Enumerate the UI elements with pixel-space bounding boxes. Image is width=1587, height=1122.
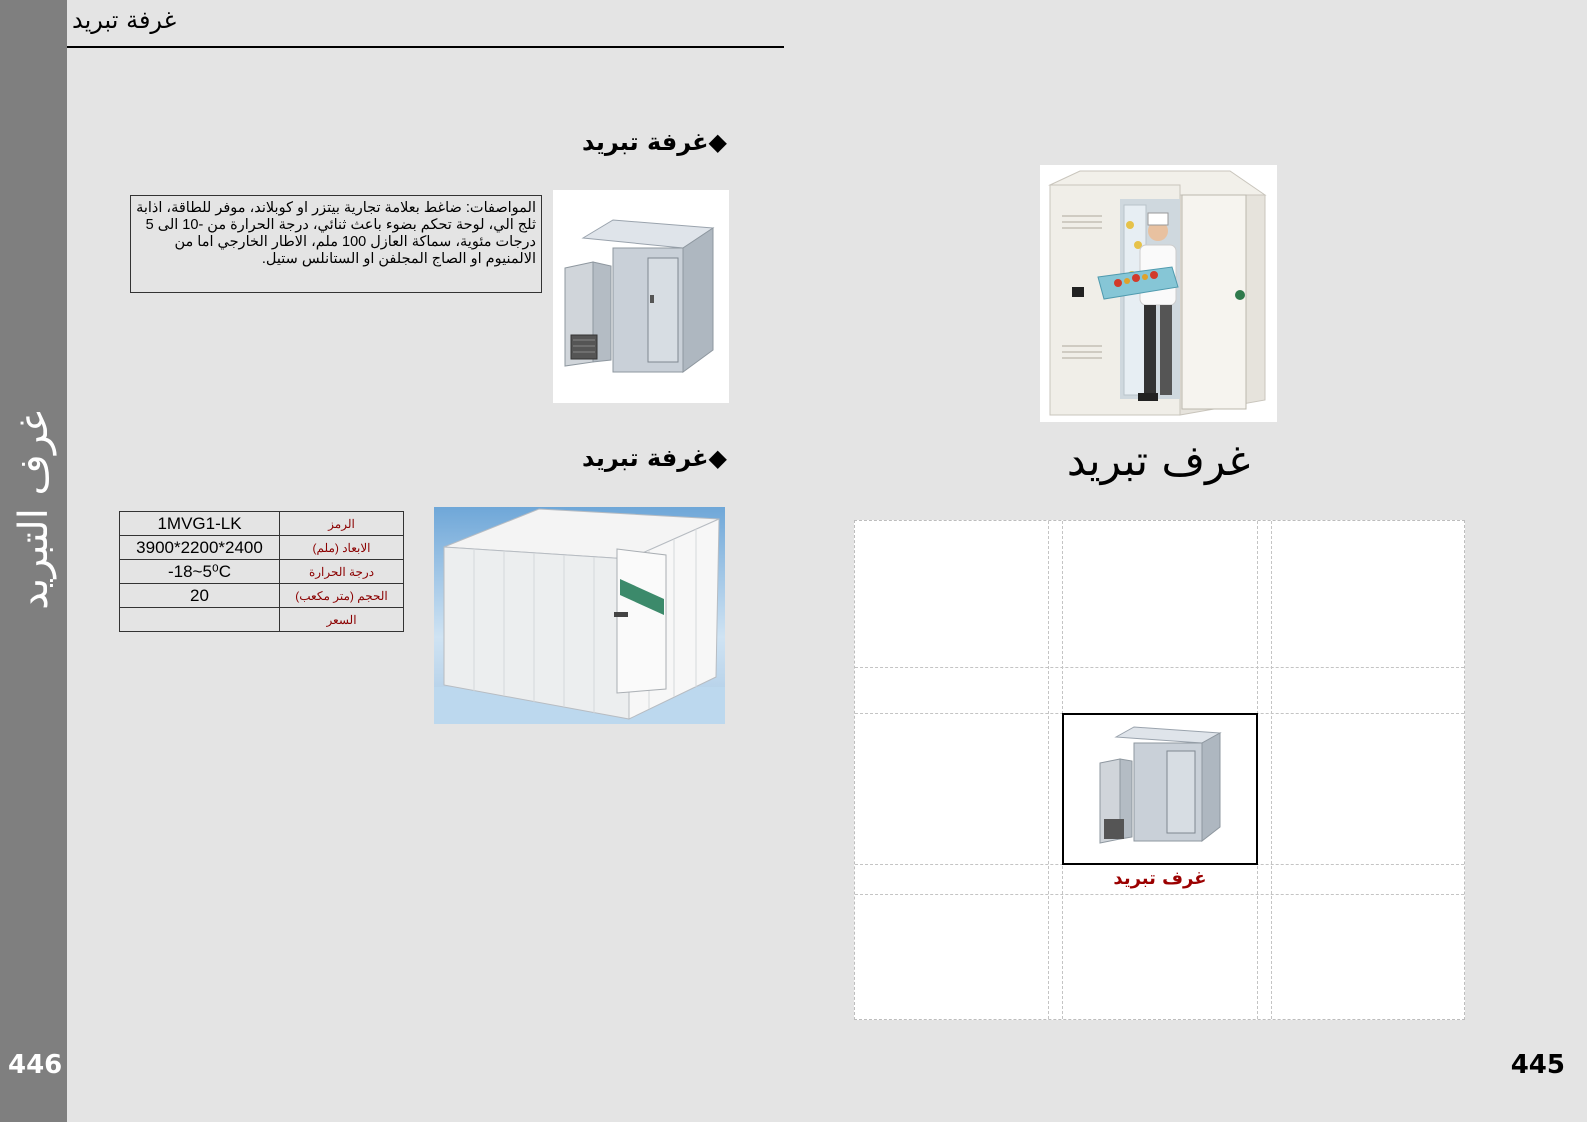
- table-cell-value: [120, 608, 280, 632]
- sidebar-title: [0, 400, 88, 620]
- grid-line: [1271, 521, 1272, 1019]
- cold-room-chef-image: [1040, 165, 1277, 422]
- section1-heading: [582, 128, 727, 156]
- section2-heading: [582, 444, 727, 472]
- table-cell-label: الحجم (متر مكعب): [280, 584, 404, 608]
- diamond-bullet-icon: ◆: [708, 444, 727, 472]
- page-header-title: غرفة تبريد: [72, 6, 177, 34]
- header-rule: [67, 46, 784, 48]
- cold-room-image-2: [434, 507, 725, 724]
- table-cell-label: درجة الحرارة: [280, 560, 404, 584]
- table-cell-value: 1MVG1-LK: [120, 512, 280, 536]
- table-cell-label: السعر: [280, 608, 404, 632]
- page-number-left: 446: [8, 1050, 63, 1080]
- grid-line: [855, 894, 1464, 895]
- table-cell-value: 20: [120, 584, 280, 608]
- table-cell-label: الرمز: [280, 512, 404, 536]
- table-cell-label: الابعاد (ملم): [280, 536, 404, 560]
- sidebar-title-text: غرف التبريد: [11, 410, 57, 610]
- grid-line: [1048, 521, 1049, 1019]
- table-row: [120, 584, 404, 608]
- product-thumbnail-caption[interactable]: غرف تبريد: [1113, 868, 1207, 889]
- table-row: [120, 536, 404, 560]
- spec-text-box: المواصفات: ضاغط بعلامة تجارية بيتزر او كوبلاند، موفر للطاقة، اذابة ثلج الي، لوحة تحكم بضوء باعث ثنائي، درجة الحرارة من -10 الى 5 درجات مئوية، سماكة العازل 100 ملم، الاطار الخارجي اما من الالمنيوم او الصاج المجلفن او الستانلس ستيل.: [130, 195, 542, 293]
- table-row: [120, 512, 404, 536]
- right-page-title: غرف تبريد: [1066, 436, 1251, 485]
- diamond-bullet-icon: ◆: [708, 128, 727, 156]
- spec-table: [119, 511, 404, 632]
- table-row: [120, 608, 404, 632]
- section2-heading-text: غرفة تبريد: [581, 444, 709, 472]
- table-row: [120, 560, 404, 584]
- section1-heading-text: غرفة تبريد: [581, 128, 709, 156]
- page-number-right: 445: [1510, 1050, 1565, 1080]
- table-cell-value: 3900*2200*2400: [120, 536, 280, 560]
- grid-line: [855, 667, 1464, 668]
- product-thumbnail[interactable]: [1062, 713, 1258, 865]
- table-cell-value: -18~5⁰C: [120, 560, 280, 584]
- cold-room-image-1: [553, 190, 729, 403]
